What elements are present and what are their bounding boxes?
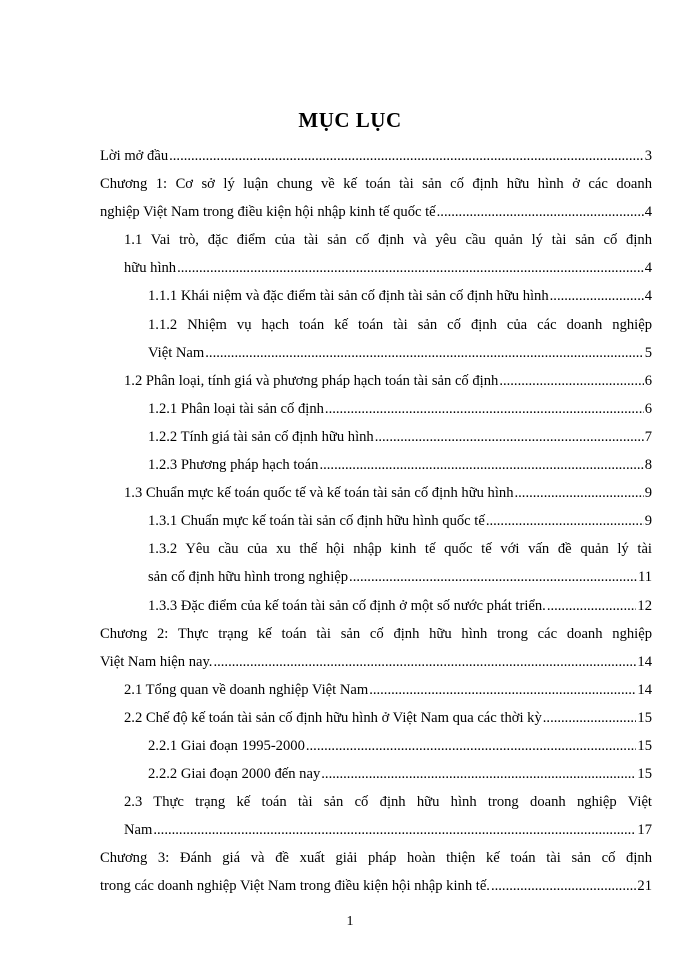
toc-entry[interactable]: [100, 788, 652, 844]
toc-entry-text: 1.3.3 Đặc điểm của kế toán tài sản cố định ở một số nước phát triển.: [148, 597, 546, 614]
dot-leader: [375, 423, 644, 451]
toc-page-number: 12: [637, 597, 652, 614]
page-number: 1: [346, 914, 354, 929]
toc-page-number: 4: [644, 204, 652, 221]
toc-page-number: 17: [637, 822, 652, 839]
toc-entry-text: 1.1.1 Khái niệm và đặc điểm tài sản cố định tài sản cố định hữu hình: [148, 288, 549, 305]
toc-entry[interactable]: [100, 226, 652, 282]
dot-leader: [153, 816, 636, 844]
toc-entry-text: 1.3.1 Chuẩn mực kế toán tài sản cố định hữu hình quốc tế: [148, 513, 485, 530]
dot-leader: [349, 563, 637, 591]
dot-leader: [205, 339, 643, 367]
toc-entry-lastline: [100, 648, 652, 676]
toc-entry[interactable]: [100, 367, 652, 395]
dot-leader: [491, 872, 636, 900]
toc-page-number: 6: [644, 400, 652, 417]
dot-leader: [319, 451, 643, 479]
toc-entry-lastline: [124, 479, 652, 507]
toc-entry[interactable]: [100, 676, 652, 704]
toc-page-number: 15: [637, 766, 652, 783]
toc-page-number: 4: [644, 288, 652, 305]
toc-entry-lastline: [148, 507, 652, 535]
toc-entry-text: 2.1 Tổng quan về doanh nghiệp Việt Nam: [124, 681, 369, 698]
toc-entry-text: Nam: [124, 822, 153, 839]
toc-page-number: 5: [644, 344, 652, 361]
toc-page-number: 4: [644, 260, 652, 277]
toc-page-number: 15: [637, 737, 652, 754]
dot-leader: [177, 254, 644, 282]
toc-entry-text: 1.2.3 Phương pháp hạch toán: [148, 457, 319, 474]
toc-page-number: 15: [637, 709, 652, 726]
toc-entry[interactable]: [100, 620, 652, 676]
toc-entry-text: 2.2.2 Giai đoạn 2000 đến nay: [148, 766, 321, 783]
toc-entry-lastline: [124, 254, 652, 282]
toc-entry-text: sản cố định hữu hình trong nghiệp: [148, 569, 349, 586]
toc-entry-lastline: [100, 872, 652, 900]
toc-entry-lastline: [148, 592, 652, 620]
toc-entry-text: Việt Nam: [148, 344, 205, 361]
toc-entry[interactable]: [100, 535, 652, 591]
dot-leader: [213, 648, 636, 676]
dot-leader: [169, 142, 644, 170]
dot-leader: [499, 367, 643, 395]
toc-entry-line: Chương 2: Thực trạng kế toán tài sản cố định hữu hình trong các doanh nghiệp: [100, 625, 652, 642]
toc-entry[interactable]: [100, 479, 652, 507]
toc-entry-lastline: [148, 395, 652, 423]
toc-entry[interactable]: [100, 395, 652, 423]
toc-entry[interactable]: [100, 451, 652, 479]
dot-leader: [486, 507, 644, 535]
toc-entry-text: hữu hình: [124, 260, 177, 277]
toc-entry-lastline: [148, 423, 652, 451]
toc-entry[interactable]: [100, 592, 652, 620]
toc-entry-text: 2.2.1 Giai đoạn 1995-2000: [148, 737, 305, 754]
toc-page-number: 3: [644, 148, 652, 164]
toc-entry-text: nghiệp Việt Nam trong điều kiện hội nhập kinh tế quốc tế: [100, 204, 436, 221]
toc-entry-line: 1.3.2 Yêu cầu của xu thế hội nhập kinh tế quốc tế với vấn đề quản lý tài: [148, 541, 652, 558]
dot-leader: [306, 732, 637, 760]
toc-page-number: 8: [644, 457, 652, 474]
toc-entry[interactable]: [100, 844, 652, 900]
toc-page-number: 21: [637, 878, 652, 895]
dot-leader: [437, 198, 644, 226]
dot-leader: [550, 282, 644, 310]
toc-entry-lastline: [100, 198, 652, 226]
toc-entry-lastline: [124, 676, 652, 704]
toc-entry-lastline: [100, 142, 652, 170]
dot-leader: [547, 592, 637, 620]
toc-entry-text: Việt Nam hiện nay.: [100, 653, 213, 670]
toc-entry-text: 1.2.1 Phân loại tài sản cố định: [148, 400, 324, 417]
toc-entry[interactable]: [100, 507, 652, 535]
toc-entry[interactable]: [100, 170, 652, 226]
toc-page-number: 6: [644, 372, 652, 389]
toc-entry[interactable]: [100, 423, 652, 451]
toc-entry-line: 1.1.2 Nhiệm vụ hạch toán kế toán tài sản cố định của các doanh nghiệp: [148, 316, 652, 333]
dot-leader: [369, 676, 636, 704]
toc-entry-lastline: [124, 816, 652, 844]
toc-page-number: 14: [637, 653, 652, 670]
toc-entry[interactable]: [100, 142, 652, 170]
toc-entry[interactable]: [100, 311, 652, 367]
toc-entry-text: 1.3 Chuẩn mực kế toán quốc tế và kế toán tài sản cố định hữu hình: [124, 485, 514, 502]
dot-leader: [321, 760, 636, 788]
dot-leader: [515, 479, 644, 507]
toc-entry-text: 2.2 Chế độ kế toán tài sản cố định hữu hình ở Việt Nam qua các thời kỳ: [124, 709, 542, 726]
toc-entry-lastline: [148, 732, 652, 760]
toc-entry-line: 2.3 Thực trạng kế toán tài sản cố định hữu hình trong doanh nghiệp Việt: [124, 794, 652, 811]
toc-entry[interactable]: [100, 760, 652, 788]
toc-entry-text: 1.2 Phân loại, tính giá và phương pháp hạch toán tài sản cố định: [124, 372, 499, 389]
toc-entry[interactable]: [100, 732, 652, 760]
page-title: MỤC LỤC: [298, 108, 402, 132]
toc-entry-line: 1.1 Vai trò, đặc điểm của tài sản cố định và yêu cầu quản lý tài sản cố định: [124, 232, 652, 249]
dot-leader: [325, 395, 644, 423]
toc-entry-lastline: [148, 760, 652, 788]
toc-entry-lastline: [124, 367, 652, 395]
toc-entry-lastline: [124, 704, 652, 732]
dot-leader: [543, 704, 637, 732]
table-of-contents: [100, 142, 652, 901]
toc-entry[interactable]: [100, 704, 652, 732]
toc-page-number: 9: [644, 485, 652, 502]
toc-entry-line: Chương 3: Đánh giá và đề xuất giải pháp hoàn thiện kế toán tài sản cố định: [100, 850, 652, 867]
toc-entry-lastline: [148, 563, 652, 591]
toc-entry-text: Lời mở đầu: [100, 148, 169, 164]
toc-page-number: 14: [637, 681, 652, 698]
toc-entry[interactable]: [100, 282, 652, 310]
toc-entry-line: Chương 1: Cơ sở lý luận chung về kế toán tài sản cố định hữu hình ở các doanh: [100, 176, 652, 193]
toc-entry-lastline: [148, 451, 652, 479]
toc-page-number: 11: [637, 569, 652, 586]
toc-page-number: 9: [644, 513, 652, 530]
toc-entry-lastline: [148, 339, 652, 367]
toc-page-number: 7: [644, 428, 652, 445]
toc-entry-lastline: [148, 282, 652, 310]
toc-entry-text: 1.2.2 Tính giá tài sản cố định hữu hình: [148, 428, 374, 445]
toc-entry-text: trong các doanh nghiệp Việt Nam trong điều kiện hội nhập kinh tế.: [100, 878, 490, 895]
